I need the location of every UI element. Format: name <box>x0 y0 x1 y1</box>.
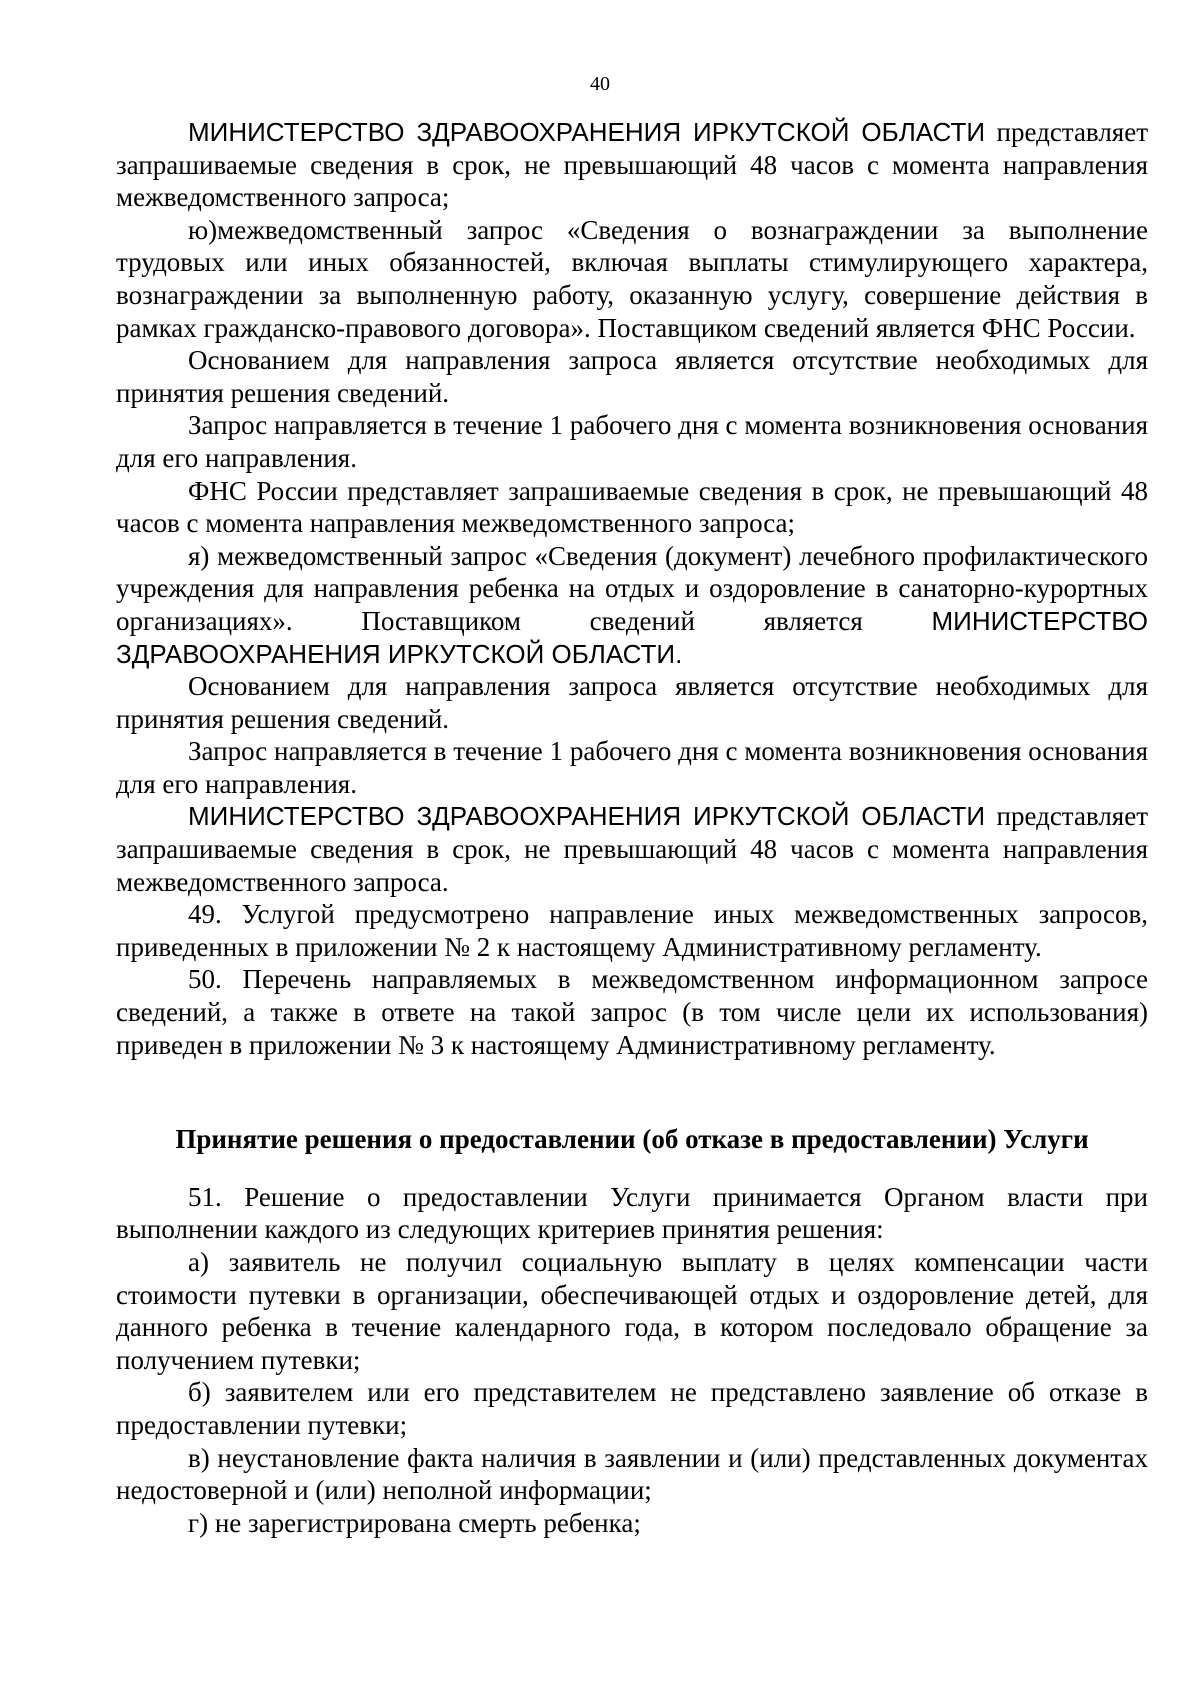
paragraph-tail: МИНИСТЕРСТВО ЗДРАВООХРАНЕНИЯ ИРКУТСКОЙ ОБЛАСТИ. <box>116 605 1148 669</box>
paragraph-text: я) межведомственный запрос «Сведения (документ) лечебного профилактического учреждения для направления ребенка на отдых и оздоровление в санаторно-курортных организациях». Поставщиком сведений является <box>116 540 1148 636</box>
paragraph <box>116 898 1148 963</box>
paragraph <box>116 735 1148 800</box>
paragraph <box>116 800 1148 898</box>
paragraph-text: представляет запрашиваемые сведения в срок, не превышающий 48 часов с момента направления межведомственного запроса. <box>116 801 1148 897</box>
paragraph-text: 49. Услугой предусмотрено направление иных межведомственных запросов, приведенных в приложении № 2 к настоящему Административному регламенту. <box>116 899 1148 962</box>
paragraph <box>116 1181 1148 1246</box>
paragraph <box>116 475 1148 540</box>
paragraph-text: Запрос направляется в течение 1 рабочего дня с момента возникновения основания для его направления. <box>116 736 1148 799</box>
paragraph <box>116 963 1148 1061</box>
paragraph <box>116 1507 1148 1540</box>
paragraph-text: в) неустановление факта наличия в заявлении и (или) представленных документах недостоверной и (или) неполной информации; <box>116 1442 1148 1506</box>
paragraph <box>116 344 1148 409</box>
section-heading: Принятие решения о предоставлении (об отказе в предоставлении) Услуги <box>175 1124 1089 1155</box>
paragraph-text: ю)межведомственный запрос «Сведения о вознаграждении за выполнение трудовых или иных обязанностей, включая выплаты стимулирующего характера, вознаграждении за выполненную работу, оказанную услугу, совершение действия в рамках гражданско-правового договора». Поставщиком сведений является ФНС России. <box>116 214 1148 343</box>
paragraph <box>116 1376 1148 1441</box>
paragraph <box>116 540 1148 670</box>
paragraph-text: представляет запрашиваемые сведения в срок, не превышающий 48 часов с момента направления межведомственного запроса; <box>116 117 1148 213</box>
paragraph-lead: МИНИСТЕРСТВО ЗДРАВООХРАНЕНИЯ ИРКУТСКОЙ ОБЛАСТИ <box>188 801 986 832</box>
paragraph-text: б) заявителем или его представителем не представлено заявление об отказе в предоставлении путевки; <box>116 1377 1148 1440</box>
paragraph-text: ФНС России представляет запрашиваемые сведения в срок, не превышающий 48 часов с момента направления межведомственного запроса; <box>116 475 1148 539</box>
paragraph <box>116 1246 1148 1376</box>
paragraph-text: а) заявитель не получил социальную выплату в целях компенсации части стоимости путевки в организации, обеспечивающей отдых и оздоровление детей, для данного ребенка в течение календарного года, в котором последовало обращение за получением путевки; <box>116 1247 1148 1375</box>
paragraph <box>116 670 1148 735</box>
paragraph-text: Запрос направляется в течение 1 рабочего дня с момента возникновения основания для его направления. <box>116 410 1148 473</box>
paragraph-text: 51. Решение о предоставлении Услуги принимается Органом власти при выполнении каждого из следующих критериев принятия решения: <box>116 1181 1148 1245</box>
paragraph-text: г) не зарегистрирована смерть ребенка; <box>188 1507 641 1538</box>
document-body <box>116 116 1148 1539</box>
paragraph <box>116 409 1148 474</box>
paragraph-lead: МИНИСТЕРСТВО ЗДРАВООХРАНЕНИЯ ИРКУТСКОЙ ОБЛАСТИ <box>188 117 986 147</box>
paragraph-text: Основанием для направления запроса является отсутствие необходимых для принятия решения сведений. <box>116 671 1148 734</box>
paragraph <box>116 1442 1148 1507</box>
page-number: 40 <box>590 73 610 95</box>
paragraph <box>116 214 1148 344</box>
paragraph-text: Основанием для направления запроса является отсутствие необходимых для принятия решения сведений. <box>116 345 1148 408</box>
paragraph-text: 50. Перечень направляемых в межведомственном информационном запросе сведений, а также в ответе на такой запрос (в том числе цели их использования) приведен в приложении № 3 к настоящему Административному регламенту. <box>116 964 1148 1060</box>
paragraph <box>116 116 1148 214</box>
